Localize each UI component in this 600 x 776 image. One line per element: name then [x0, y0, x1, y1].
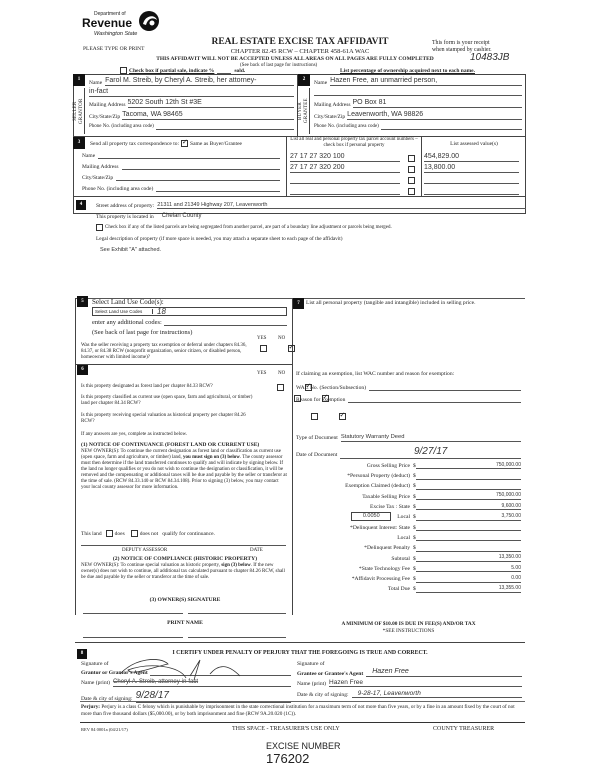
certify-top-line: [75, 642, 525, 643]
print-name-label: PRINT NAME: [167, 620, 203, 626]
tax-table: [296, 459, 521, 593]
doc-type-label: Type of Document: [296, 435, 338, 442]
wac-row: [296, 384, 521, 391]
see-instructions-note: *SEE INSTRUCTIONS: [382, 628, 435, 634]
same-as-buyer-checkbox[interactable]: [181, 140, 188, 147]
designation-question-2: Is this property classified as current use (open space, farm and agricultural, or timber) land per chapter 84.34 RCW?: [81, 395, 253, 406]
segregated-label: Check box if any of the listed parcels are being segregated from another parcel, are part of a boundary line adjustment or parcels being merged.: [105, 225, 392, 231]
section-8-number: 8: [77, 649, 87, 659]
form-chapter: CHAPTER 82.45 RCW – CHAPTER 458-61A WAC: [230, 48, 370, 55]
section-3-number: 3: [73, 137, 85, 149]
land-use-select-placeholder: Select Land Use Codes: [95, 309, 153, 314]
footer-divider: [80, 722, 525, 723]
historic-yes-checkbox[interactable]: [311, 413, 318, 420]
parcel-number-input[interactable]: [290, 187, 400, 195]
logo-wave-icon: [138, 10, 160, 32]
seller-name-label: Name: [89, 79, 103, 86]
currency-sign: $: [413, 493, 416, 500]
grantee-date-input[interactable]: 9-28-17, Leavenworth: [352, 690, 522, 698]
assessor-date-label: DATE: [250, 548, 263, 553]
delinquent-interest-local-input[interactable]: [416, 534, 521, 541]
tax-label: Exemption Claimed (deduct): [345, 483, 410, 490]
local-label-group: [296, 512, 410, 520]
section-5-number: 5: [77, 296, 88, 307]
tax-label: *Affidavit Processing Fee: [351, 576, 410, 583]
tax-label: *Delinquent Penalty: [364, 545, 410, 552]
reason-input[interactable]: [348, 396, 521, 403]
affidavit-processing-fee-input[interactable]: 0.00: [416, 576, 521, 583]
personal-property-checkbox[interactable]: [408, 155, 415, 162]
tax-label: Local: [397, 514, 410, 521]
corr-phone-row: [82, 185, 280, 192]
land-use-title: Select Land Use Code(s):: [92, 298, 164, 306]
doc-date-input[interactable]: 9/27/17: [340, 446, 521, 459]
grantor-date-input[interactable]: 9/28/17: [136, 690, 291, 703]
owner-signature-line-2[interactable]: [188, 613, 286, 614]
forest-land-yes-checkbox[interactable]: [277, 384, 284, 391]
if-yes-note: If any answers are yes, complete as instructed below.: [81, 432, 188, 437]
grantor-sig-label-2: Grantor or Grantor's Agent: [81, 669, 148, 676]
buyer-city-label: City/State/Zip: [314, 113, 346, 120]
corr-phone-label: Phone No. (including area code): [82, 185, 154, 192]
corr-phone-input[interactable]: [156, 185, 280, 192]
deputy-assessor-sig-line[interactable]: [81, 545, 286, 546]
seller-phone-input[interactable]: [156, 123, 294, 130]
tax-label: Subtotal: [391, 555, 410, 562]
does-label: does: [114, 530, 125, 537]
exemption-question: Was the seller receiving a property tax exemption or deferral under chapters 84.36, 84.37, or 84.38 RCW (nonprofit organization, senior citizen, or disabled person, homeowner with limited income)?: [81, 343, 247, 360]
this-land-label: This land: [81, 530, 102, 537]
tax-label: *Personal Property (deduct): [347, 473, 410, 480]
located-label: This property is located in: [96, 213, 154, 220]
notice-2-text: [81, 563, 289, 581]
seller-side-text: SELLER GRANTOR: [73, 98, 84, 124]
buyer-name-label: Name: [314, 79, 328, 86]
buyer-side-label: [299, 88, 310, 134]
tax-label: *Delinquent Interest: State: [350, 524, 410, 531]
qualify-label: qualify for continuance.: [162, 530, 215, 537]
partial-sale-label: Check box if partial sale, indicate %: [129, 67, 215, 74]
street-address-label: Street address of property:: [96, 203, 155, 209]
corr-city-row: [82, 174, 280, 181]
located-row: [96, 213, 201, 220]
perjury-text: Perjury is a class C felony which is punishable by imprisonment in the state correctional institution for a maximum term of not more than five years, or by a fine in an amount fixed by the court of not more than five thousand dollars ($5,000.00), or by both imprisonment and fine (RCW 9A.20.020 (1C)).: [81, 704, 515, 717]
seller-mailing-input[interactable]: 5202 South 12th St #3E: [128, 99, 294, 108]
minimum-due-note: A MINIMUM OF $10.00 IS DUE IN FEE(S) AND/OR TAX: [341, 621, 476, 627]
parcel-row: [290, 184, 522, 195]
treasurer-use-only: THIS SPACE - TREASURER'S USE ONLY: [232, 726, 340, 732]
land-use-no-header: NO: [278, 336, 286, 341]
notice-1-text-b: . The county assessor must then determine if the land transferred continues to qualify and will indicate by signing below. If the land no longer qualifies or you do not wish to continue the designation or classification, it will be removed and the compensating or additional taxes will be due and payable by the seller or transferor at the time of sale. (RCW 84.33.140 or RCW 84.34.108). Prior to signing (3) below, you may contact your local county assessor for more information.: [81, 455, 287, 490]
tax-row-local: [296, 510, 521, 520]
deputy-assessor-label: DEPUTY ASSESSOR: [122, 548, 168, 553]
handwritten-code: 10483JB: [470, 52, 510, 63]
land-use-select-value: 18: [157, 306, 166, 316]
state-technology-fee-input[interactable]: 5.00: [416, 566, 521, 573]
corr-name-row: [82, 152, 280, 159]
exemption-no-checkbox[interactable]: [288, 345, 295, 352]
grantee-name-row: [297, 679, 522, 687]
does-not-checkbox[interactable]: [131, 530, 138, 537]
corr-city-label: City/State/Zip: [82, 174, 114, 181]
please-type-label: PLEASE TYPE OR PRINT: [83, 46, 145, 52]
completion-warning: THIS AFFIDAVIT WILL NOT BE ACCEPTED UNLESS ALL AREAS ON ALL PAGES ARE FULLY COMPLETED: [156, 56, 434, 62]
designation-question-3: Is this property receiving special valuation as historical property per chapter 84.26 RCW?: [81, 413, 246, 424]
notice-1-text-a: NEW OWNER(S): To continue the current designation as forest land or classification as current use (open space, farm and agriculture, or timber) land,: [81, 449, 281, 460]
designation-question-1: Is this property designated as forest land per chapter 84.33 RCW?: [81, 384, 213, 389]
does-checkbox[interactable]: [106, 530, 113, 537]
tax-label: Taxable Selling Price: [362, 493, 410, 500]
personal-property-label: List all personal property (tangible and intangible) included in selling price.: [306, 300, 476, 306]
perjury-bold-label: Perjury:: [81, 704, 101, 710]
continuance-row: [81, 530, 215, 537]
parcel-header: List all real and personal property tax parcel account numbers – check box if personal property: [290, 137, 418, 148]
currency-sign: $: [413, 555, 416, 562]
exemption-claim-label: If claiming an exemption, list WAC number and reason for exemption:: [296, 371, 455, 377]
buyer-name-input[interactable]: Hazen Free, an unmarried person,: [330, 77, 522, 86]
instructions-note: (See back of last page for instructions): [240, 63, 318, 68]
grantee-name-label: Name (print): [297, 681, 327, 688]
dor-logo: [82, 10, 162, 42]
same-as-buyer-label: Same as Buyer/Grantee: [190, 140, 242, 147]
owner-signature-line-1[interactable]: [83, 613, 183, 614]
grantee-sig-row: [297, 668, 522, 677]
seller-name-input[interactable]: Farol M. Streib, by Cheryl A. Streib, her attorney-: [105, 77, 294, 86]
excise-number-value: 176202: [266, 751, 310, 766]
designation-no-header: NO: [278, 371, 286, 376]
tax-row-penalty: [296, 541, 521, 551]
local-rate-input[interactable]: 0.0050: [351, 512, 391, 520]
exemption-deduct-input[interactable]: [416, 483, 521, 490]
buyer-phone-input[interactable]: [381, 123, 522, 130]
wac-input[interactable]: [369, 384, 521, 391]
county-treasurer: COUNTY TREASURER: [433, 726, 495, 732]
additional-codes-input[interactable]: [164, 319, 287, 326]
tax-label: *State Technology Fee: [358, 565, 410, 572]
print-name-line-1[interactable]: [83, 637, 183, 638]
tax-label: Gross Selling Price: [366, 462, 410, 469]
reason-label: Reason for exemption: [296, 396, 346, 403]
seller-city-input[interactable]: Tacoma, WA 98465: [122, 111, 294, 120]
taxable-selling-price-input[interactable]: 750,000.00: [416, 493, 521, 500]
corr-mailing-label: Mailing Address: [82, 163, 119, 170]
tax-label: Excise Tax : State: [369, 504, 410, 511]
tax-row-state: [296, 500, 521, 510]
buyer-name-input-2[interactable]: [314, 88, 522, 96]
historic-no-checkbox[interactable]: [339, 413, 346, 420]
street-address-row: [96, 202, 526, 209]
segregated-row: [96, 224, 392, 231]
owner-signature-title: (3) OWNER(S) SIGNATURE: [149, 597, 221, 603]
excise-tax-local-input[interactable]: 3,750.00: [416, 514, 521, 521]
buyer-mailing-row: [314, 99, 522, 108]
section-2-number: 2: [298, 74, 310, 86]
buyer-phone-label: Phone No. (including area code): [314, 124, 379, 130]
seller-city-row: [89, 111, 294, 120]
seller-phone-row: [89, 123, 294, 130]
section-7-number: 7: [293, 298, 304, 309]
notice-1-bold: you must sign on (3) below: [183, 455, 240, 460]
grantee-name-input[interactable]: Hazen Free: [329, 679, 522, 687]
tax-label: Local: [397, 534, 410, 541]
ownership-note: List percentage of ownership acquired next to each name.: [340, 68, 475, 74]
grantee-signature-field[interactable]: Hazen Free: [366, 668, 522, 677]
gross-selling-price-input[interactable]: 750,000.00: [416, 463, 521, 470]
parcel-row: [290, 151, 522, 162]
parcel-row: [290, 173, 522, 184]
notice-2-text-a: NEW OWNER(S): To continue special valuation as historic property,: [81, 563, 220, 568]
assessed-value-input[interactable]: [424, 187, 519, 195]
correspondence-row: [90, 140, 242, 147]
grantor-name-label: Name (print): [81, 680, 111, 687]
assessed-value-input[interactable]: [424, 176, 519, 184]
doc-type-row: [296, 434, 521, 442]
perjury-notice: [81, 704, 526, 718]
section-4-number: 4: [76, 200, 86, 210]
excise-number-label: EXCISE NUMBER: [266, 741, 341, 751]
section-6-number: 6: [77, 365, 88, 375]
grantor-sig-label-1: Signature of: [81, 661, 109, 667]
tax-row-delinquent-state: [296, 521, 521, 531]
seller-city-label: City/State/Zip: [89, 113, 121, 120]
tax-row-total: [296, 583, 521, 593]
perjury-top-line: [80, 701, 525, 702]
currency-sign: $: [413, 504, 416, 511]
excise-tax-state-input[interactable]: 9,600.00: [416, 504, 521, 511]
personal-property-deduct-input[interactable]: [416, 473, 521, 480]
seller-name-row: [89, 77, 294, 86]
buyer-side-text: BUYER GRANTEE: [298, 98, 309, 124]
notice-1-title: (1) NOTICE OF CONTINUANCE (FOREST LAND OR CURRENT USE): [81, 442, 260, 448]
personal-property-checkbox[interactable]: [408, 166, 415, 173]
parcel-row: [290, 162, 522, 173]
currency-sign: $: [413, 462, 416, 469]
buyer-mailing-input[interactable]: PO Box 81: [353, 99, 522, 108]
seller-phone-label: Phone No. (including area code): [89, 124, 154, 130]
tax-row-subtotal: [296, 552, 521, 562]
parcel-number-input[interactable]: 27 17 27 320 100: [290, 153, 400, 162]
seller-mailing-label: Mailing Address: [89, 101, 126, 108]
located-value[interactable]: Chelan County: [161, 213, 202, 219]
logo-state-text: Washington State: [94, 31, 138, 37]
legal-description-label: Legal description of property (if more space is needed, you may attach a separate sheet to each page of the affidavit): [96, 236, 343, 242]
currency-sign: $: [413, 534, 416, 541]
grantor-signature-field[interactable]: [150, 668, 291, 676]
grantee-sig-label-2: Grantee or Grantee's Agent: [297, 670, 364, 677]
seller-mailing-row: [89, 99, 294, 108]
grantor-date-label: Date & city of signing:: [81, 696, 133, 703]
grantor-name-input[interactable]: Cheryl A. Streib, attorney-in-fact: [113, 679, 291, 687]
assessed-value-input[interactable]: 454,829.00: [424, 153, 519, 162]
tax-row-taxable: [296, 490, 521, 500]
partial-sale-sold: sold.: [234, 67, 246, 74]
corr-mailing-input[interactable]: [122, 163, 280, 170]
buyer-city-row: [314, 111, 522, 120]
personal-property-checkbox[interactable]: [408, 188, 415, 195]
corr-mailing-row: [82, 163, 280, 170]
delinquent-interest-state-input[interactable]: [416, 524, 521, 531]
wac-label: WAC No. (Section/Subsection): [296, 384, 367, 391]
corr-name-input[interactable]: [98, 152, 280, 159]
additional-codes-label: enter any additional codes:: [92, 319, 162, 326]
notice-2-text-b: . If the new owner(s) does not wish to continue, all additional tax calculated pursuant to chapter 84.26 RCW, shall be due and payable by the seller or transferor at the time of sale.: [81, 563, 285, 580]
assessed-value-input[interactable]: 13,800.00: [424, 164, 519, 173]
notice-2-bold: sign (3) below: [221, 563, 251, 568]
grantor-name-row: [81, 679, 291, 687]
grantee-date-row: [297, 690, 522, 698]
currency-sign: $: [413, 473, 416, 480]
form-title: REAL ESTATE EXCISE TAX AFFIDAVIT: [211, 37, 389, 47]
total-due-input[interactable]: 13,355.00: [416, 586, 521, 593]
does-not-label: does not: [139, 530, 159, 537]
delinquent-penalty-input[interactable]: [416, 545, 521, 552]
receipt-note-1: This form is your receipt: [432, 40, 490, 46]
currency-sign: $: [413, 524, 416, 531]
grantor-sig-row: [81, 668, 291, 676]
subtotal-input[interactable]: 13,350.00: [416, 555, 521, 562]
land-use-instructions: (See back of last page for instructions): [92, 329, 193, 336]
seller-name-input-2[interactable]: in-fact: [89, 88, 294, 97]
corr-name-label: Name: [82, 152, 96, 159]
parcel-number-input[interactable]: [290, 176, 400, 184]
currency-sign: $: [413, 545, 416, 552]
logo-revenue-text: Revenue: [82, 16, 133, 30]
buyer-phone-row: [314, 123, 522, 130]
land-use-select[interactable]: [92, 307, 287, 316]
notice-1-text: [81, 449, 289, 491]
legal-description-value[interactable]: See Exhibit "A" attached.: [100, 247, 162, 253]
correspondence-label: Send all property tax correspondence to:: [90, 140, 180, 147]
doc-date-label: Date of Document: [296, 452, 338, 459]
section-1-number: 1: [73, 74, 85, 86]
doc-date-row: [296, 446, 521, 459]
logo-dept-text: Department of: [94, 11, 126, 17]
buyer-mailing-label: Mailing Address: [314, 101, 351, 108]
segregated-checkbox[interactable]: [96, 224, 103, 231]
seller-side-label: [74, 88, 85, 134]
tax-row-delinquent-local: [296, 531, 521, 541]
tax-row-processing-fee: [296, 572, 521, 582]
tax-row-personal: [296, 469, 521, 479]
tax-label: Total Due: [387, 586, 410, 593]
print-name-line-2[interactable]: [188, 637, 286, 638]
assessed-header: List assessed value(s): [450, 141, 498, 147]
currency-sign: $: [413, 483, 416, 490]
currency-sign: $: [413, 586, 416, 593]
currency-sign: $: [413, 565, 416, 572]
receipt-note-2: when stamped by cashier.: [432, 47, 492, 53]
parcel-number-input[interactable]: 27 17 27 320 200: [290, 164, 400, 173]
currency-sign: $: [413, 514, 416, 521]
grantee-sig-label-1: Signature of: [297, 661, 325, 667]
partial-sale-row: [120, 67, 245, 74]
form-revision: REV 84 0001a (04/21/17): [81, 727, 128, 732]
partial-sale-checkbox[interactable]: [120, 67, 127, 74]
tax-row-gross: [296, 459, 521, 469]
tax-row-tech-fee: [296, 562, 521, 572]
section-3-bottom-divider: [73, 196, 526, 197]
street-address-input[interactable]: 21311 and 21349 Highway 207, Leavenworth: [157, 202, 526, 209]
reason-row: [296, 396, 521, 403]
notice-2-title: (2) NOTICE OF COMPLIANCE (HISTORIC PROPERTY): [112, 556, 258, 562]
grantee-date-label: Date & city of signing:: [297, 692, 349, 699]
section-6-divider: [75, 364, 292, 365]
additional-codes-row: [92, 319, 287, 326]
land-use-yes-header: YES: [257, 336, 267, 341]
corr-city-input[interactable]: [116, 174, 280, 181]
buyer-city-input[interactable]: Leavenworth, WA 98826: [347, 111, 522, 120]
exemption-yes-checkbox[interactable]: [260, 345, 267, 352]
personal-property-checkbox[interactable]: [408, 177, 415, 184]
buyer-name-row: [314, 77, 522, 86]
lower-box-left-edge: [75, 298, 76, 615]
designation-yes-header: YES: [257, 371, 267, 376]
doc-type-input[interactable]: Statutory Warranty Deed: [341, 434, 521, 442]
currency-sign: $: [413, 576, 416, 583]
section-3-col-divider: [286, 136, 287, 196]
certify-title: I CERTIFY UNDER PENALTY OF PERJURY THAT THE FOREGOING IS TRUE AND CORRECT.: [172, 650, 428, 656]
parcel-list: [290, 151, 522, 195]
tax-row-exemption: [296, 480, 521, 490]
